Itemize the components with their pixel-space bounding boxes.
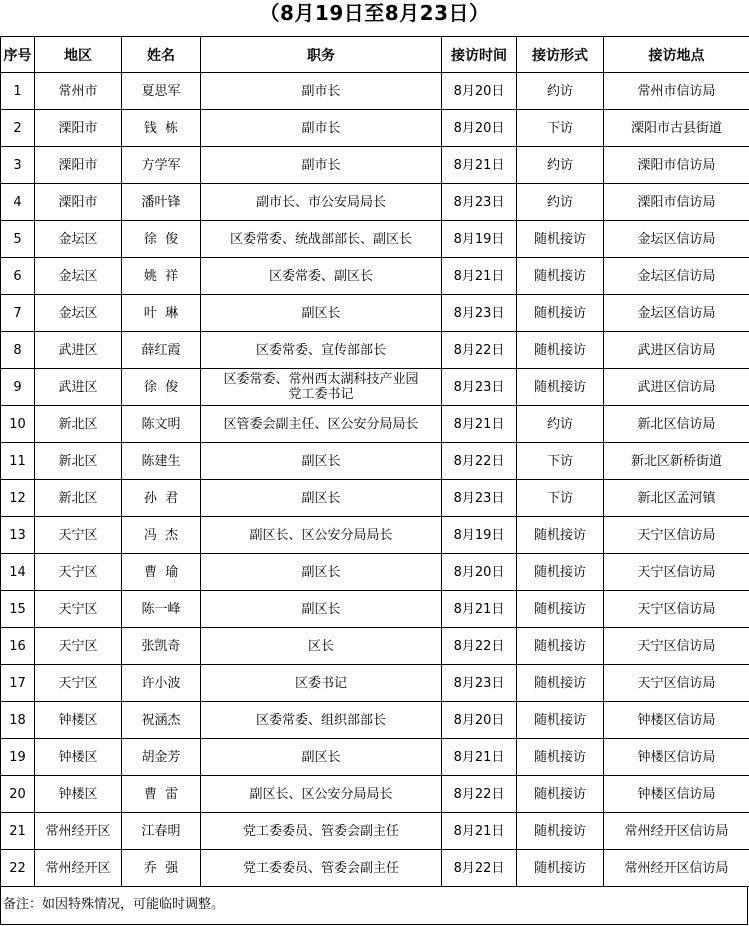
header-position: 职务 — [201, 37, 442, 73]
cell-reception-date: 8月22日 — [442, 850, 517, 887]
cell-index: 9 — [1, 369, 35, 406]
cell-name: 薛红霞 — [122, 332, 201, 369]
cell-index: 2 — [1, 110, 35, 147]
cell-reception-form: 下访 — [517, 480, 604, 517]
cell-reception-form: 随机接访 — [517, 591, 604, 628]
cell-reception-date: 8月20日 — [442, 73, 517, 110]
table-row — [1, 369, 749, 406]
cell-index: 5 — [1, 221, 35, 258]
cell-reception-date: 8月20日 — [442, 702, 517, 739]
cell-reception-form: 下访 — [517, 443, 604, 480]
header-reception-form: 接访形式 — [517, 37, 604, 73]
cell-reception-date: 8月21日 — [442, 739, 517, 776]
cell-region: 武进区 — [35, 332, 122, 369]
cell-position: 副市长 — [201, 147, 442, 184]
cell-name: 徐 俊 — [122, 369, 201, 406]
cell-reception-location: 新北区信访局 — [604, 406, 749, 443]
table-row — [1, 665, 749, 702]
cell-name: 许小波 — [122, 665, 201, 702]
cell-reception-location: 金坛区信访局 — [604, 258, 749, 295]
cell-region: 武进区 — [35, 369, 122, 406]
cell-reception-date: 8月21日 — [442, 813, 517, 850]
cell-name: 徐 俊 — [122, 221, 201, 258]
cell-position: 副市长、市公安局局长 — [201, 184, 442, 221]
table-row — [1, 73, 749, 110]
cell-reception-form: 随机接访 — [517, 665, 604, 702]
cell-reception-location: 金坛区信访局 — [604, 295, 749, 332]
table-row — [1, 443, 749, 480]
cell-reception-date: 8月23日 — [442, 369, 517, 406]
cell-position: 区长 — [201, 628, 442, 665]
cell-index: 14 — [1, 554, 35, 591]
table-row — [1, 776, 749, 813]
cell-position: 区委常委、常州西太湖科技产业园 党工委书记 — [201, 369, 442, 406]
cell-reception-date: 8月21日 — [442, 591, 517, 628]
cell-position: 副区长 — [201, 554, 442, 591]
header-reception-date: 接访时间 — [442, 37, 517, 73]
table-row — [1, 110, 749, 147]
cell-reception-form: 随机接访 — [517, 258, 604, 295]
cell-region: 常州市 — [35, 73, 122, 110]
cell-region: 天宁区 — [35, 591, 122, 628]
cell-reception-location: 钟楼区信访局 — [604, 702, 749, 739]
cell-position: 副区长 — [201, 480, 442, 517]
cell-region: 天宁区 — [35, 665, 122, 702]
cell-region: 天宁区 — [35, 628, 122, 665]
table-header — [1, 37, 749, 73]
cell-position: 副区长、区公安分局局长 — [201, 776, 442, 813]
cell-reception-form: 约访 — [517, 184, 604, 221]
table-row — [1, 850, 749, 887]
table-row — [1, 332, 749, 369]
cell-name: 陈一峰 — [122, 591, 201, 628]
cell-position: 区委书记 — [201, 665, 442, 702]
cell-reception-location: 常州经开区信访局 — [604, 850, 749, 887]
cell-reception-form: 随机接访 — [517, 295, 604, 332]
cell-name: 乔 强 — [122, 850, 201, 887]
cell-index: 13 — [1, 517, 35, 554]
cell-region: 天宁区 — [35, 554, 122, 591]
cell-region: 常州经开区 — [35, 813, 122, 850]
cell-reception-form: 约访 — [517, 73, 604, 110]
cell-reception-form: 随机接访 — [517, 517, 604, 554]
cell-reception-location: 天宁区信访局 — [604, 665, 749, 702]
cell-index: 6 — [1, 258, 35, 295]
table-body — [1, 73, 749, 887]
cell-reception-date: 8月21日 — [442, 406, 517, 443]
cell-name: 姚 祥 — [122, 258, 201, 295]
cell-name: 陈文明 — [122, 406, 201, 443]
cell-reception-form: 随机接访 — [517, 554, 604, 591]
cell-region: 钟楼区 — [35, 702, 122, 739]
cell-reception-date: 8月19日 — [442, 517, 517, 554]
cell-name: 孙 君 — [122, 480, 201, 517]
cell-name: 潘叶锋 — [122, 184, 201, 221]
cell-index: 10 — [1, 406, 35, 443]
cell-reception-date: 8月23日 — [442, 295, 517, 332]
document-title: （8月19日至8月23日） — [259, 1, 490, 25]
cell-region: 金坛区 — [35, 258, 122, 295]
cell-region: 溧阳市 — [35, 184, 122, 221]
cell-reception-date: 8月21日 — [442, 147, 517, 184]
cell-reception-form: 随机接访 — [517, 221, 604, 258]
cell-reception-form: 下访 — [517, 110, 604, 147]
cell-name: 江春明 — [122, 813, 201, 850]
cell-reception-form: 随机接访 — [517, 850, 604, 887]
cell-index: 18 — [1, 702, 35, 739]
cell-name: 曹 雷 — [122, 776, 201, 813]
cell-region: 金坛区 — [35, 221, 122, 258]
table-row — [1, 517, 749, 554]
cell-position: 副市长 — [201, 110, 442, 147]
cell-reception-location: 溧阳市信访局 — [604, 184, 749, 221]
cell-reception-location: 天宁区信访局 — [604, 628, 749, 665]
table-row — [1, 184, 749, 221]
header-row — [1, 37, 749, 73]
cell-position: 区委常委、宣传部部长 — [201, 332, 442, 369]
cell-index: 8 — [1, 332, 35, 369]
cell-reception-form: 约访 — [517, 147, 604, 184]
cell-reception-form: 随机接访 — [517, 369, 604, 406]
table-row — [1, 258, 749, 295]
cell-region: 新北区 — [35, 480, 122, 517]
cell-reception-form: 随机接访 — [517, 628, 604, 665]
cell-index: 3 — [1, 147, 35, 184]
table-row — [1, 813, 749, 850]
cell-name: 方学军 — [122, 147, 201, 184]
cell-reception-location: 天宁区信访局 — [604, 591, 749, 628]
cell-name: 陈建生 — [122, 443, 201, 480]
header-reception-location: 接访地点 — [604, 37, 749, 73]
cell-region: 新北区 — [35, 443, 122, 480]
cell-reception-location: 溧阳市信访局 — [604, 147, 749, 184]
table-row — [1, 554, 749, 591]
cell-reception-form: 随机接访 — [517, 702, 604, 739]
cell-reception-location: 天宁区信访局 — [604, 554, 749, 591]
cell-reception-location: 钟楼区信访局 — [604, 776, 749, 813]
cell-reception-location: 天宁区信访局 — [604, 517, 749, 554]
cell-region: 常州经开区 — [35, 850, 122, 887]
cell-position: 副区长 — [201, 739, 442, 776]
table-row — [1, 406, 749, 443]
table-row — [1, 591, 749, 628]
cell-reception-form: 随机接访 — [517, 813, 604, 850]
cell-reception-date: 8月21日 — [442, 258, 517, 295]
cell-name: 曹 瑜 — [122, 554, 201, 591]
header-index: 序号 — [1, 37, 35, 73]
cell-position: 区委常委、副区长 — [201, 258, 442, 295]
table-row — [1, 147, 749, 184]
cell-position: 副市长 — [201, 73, 442, 110]
cell-index: 7 — [1, 295, 35, 332]
cell-index: 15 — [1, 591, 35, 628]
table-row — [1, 221, 749, 258]
reception-schedule-table — [0, 36, 749, 887]
cell-index: 17 — [1, 665, 35, 702]
cell-reception-date: 8月23日 — [442, 480, 517, 517]
cell-index: 1 — [1, 73, 35, 110]
cell-region: 溧阳市 — [35, 147, 122, 184]
footnote: 备注：如因特殊情况，可能临时调整。 — [0, 887, 748, 925]
cell-position: 党工委委员、管委会副主任 — [201, 850, 442, 887]
cell-position: 党工委委员、管委会副主任 — [201, 813, 442, 850]
cell-reception-date: 8月22日 — [442, 776, 517, 813]
cell-region: 新北区 — [35, 406, 122, 443]
cell-region: 天宁区 — [35, 517, 122, 554]
header-region: 地区 — [35, 37, 122, 73]
cell-reception-date: 8月23日 — [442, 665, 517, 702]
cell-name: 夏思军 — [122, 73, 201, 110]
cell-name: 祝涵杰 — [122, 702, 201, 739]
cell-reception-location: 新北区新桥街道 — [604, 443, 749, 480]
table-row — [1, 702, 749, 739]
cell-reception-location: 武进区信访局 — [604, 332, 749, 369]
cell-position: 区管委会副主任、区公安分局局长 — [201, 406, 442, 443]
table-row — [1, 295, 749, 332]
cell-reception-location: 钟楼区信访局 — [604, 739, 749, 776]
cell-reception-date: 8月20日 — [442, 554, 517, 591]
table-row — [1, 628, 749, 665]
cell-position: 副区长 — [201, 295, 442, 332]
cell-name: 冯 杰 — [122, 517, 201, 554]
table-row — [1, 739, 749, 776]
table-row — [1, 480, 749, 517]
cell-position: 副区长 — [201, 591, 442, 628]
cell-region: 钟楼区 — [35, 739, 122, 776]
cell-reception-location: 新北区孟河镇 — [604, 480, 749, 517]
cell-reception-date: 8月22日 — [442, 628, 517, 665]
cell-index: 22 — [1, 850, 35, 887]
cell-reception-date: 8月20日 — [442, 110, 517, 147]
cell-reception-location: 金坛区信访局 — [604, 221, 749, 258]
cell-reception-location: 常州市信访局 — [604, 73, 749, 110]
cell-reception-date: 8月19日 — [442, 221, 517, 258]
cell-reception-date: 8月22日 — [442, 443, 517, 480]
cell-reception-location: 溧阳市古县街道 — [604, 110, 749, 147]
cell-position: 区委常委、组织部部长 — [201, 702, 442, 739]
cell-region: 溧阳市 — [35, 110, 122, 147]
cell-index: 19 — [1, 739, 35, 776]
cell-index: 21 — [1, 813, 35, 850]
cell-reception-location: 武进区信访局 — [604, 369, 749, 406]
cell-reception-location: 常州经开区信访局 — [604, 813, 749, 850]
cell-index: 20 — [1, 776, 35, 813]
cell-position: 副区长、区公安分局局长 — [201, 517, 442, 554]
cell-reception-form: 随机接访 — [517, 739, 604, 776]
cell-region: 金坛区 — [35, 295, 122, 332]
header-name: 姓名 — [122, 37, 201, 73]
cell-reception-form: 随机接访 — [517, 776, 604, 813]
cell-reception-form: 约访 — [517, 406, 604, 443]
cell-reception-date: 8月23日 — [442, 184, 517, 221]
cell-index: 11 — [1, 443, 35, 480]
cell-reception-date: 8月22日 — [442, 332, 517, 369]
cell-index: 16 — [1, 628, 35, 665]
cell-position: 副区长 — [201, 443, 442, 480]
cell-region: 钟楼区 — [35, 776, 122, 813]
cell-index: 4 — [1, 184, 35, 221]
cell-name: 张凯奇 — [122, 628, 201, 665]
cell-position: 区委常委、统战部部长、副区长 — [201, 221, 442, 258]
cell-name: 叶 琳 — [122, 295, 201, 332]
cell-reception-form: 随机接访 — [517, 332, 604, 369]
cell-index: 12 — [1, 480, 35, 517]
cell-name: 胡金芳 — [122, 739, 201, 776]
cell-name: 钱 栋 — [122, 110, 201, 147]
